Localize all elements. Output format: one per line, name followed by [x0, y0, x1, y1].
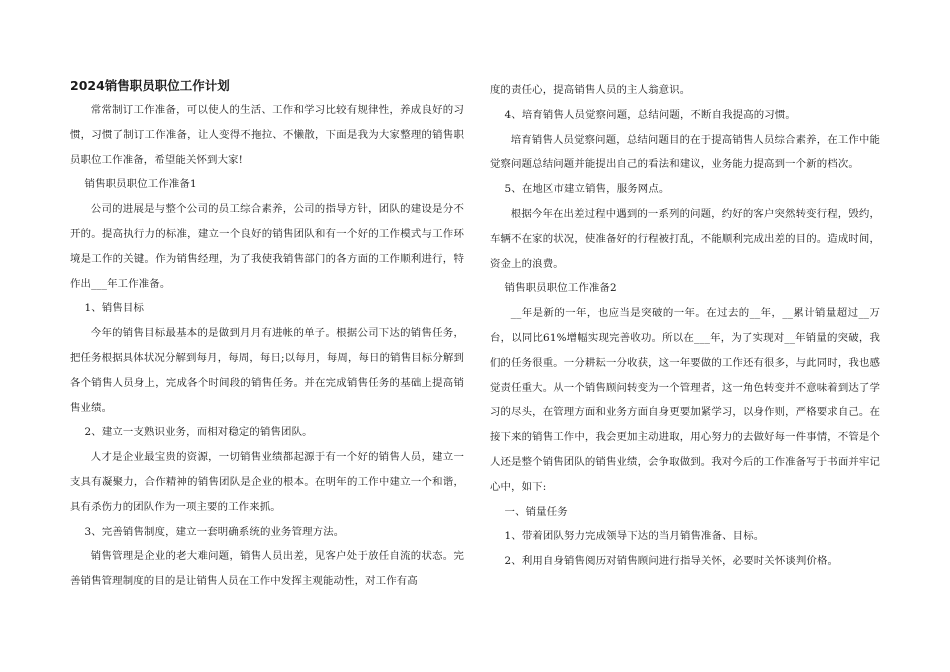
paragraph: 培育销售人员觉察问题，总结问题目的在于提高销售人员综合素养，在工作中能觉察问题总结问题并能提出自己的看法和建议，业务能力提高到一个新的档次。 — [490, 133, 880, 171]
right-column — [490, 78, 880, 574]
section-heading: 2、建立一支熟识业务，而相对稳定的销售团队。 — [84, 426, 313, 439]
paragraph: __年是新的一年，也应当是突破的一年。在过去的__年，__累计销量超过__万台，以同比61%增幅实现完善收功。所以在___年，为了实现对__年销量的突破，我们的任务很重。一分耕耘一分收获，这一年要做的工作还有很多，与此同时，我也感觉责任重大。从一个销售顾问转变为一个管理者，这一角色转变并不意味着到达了学习的尽头，在管理方面和业务方面自身更要加紧学习，以身作则，严格要求自己。在接下来的销售工作中，我会更加主动进取，用心努力的去做好每一件事情，不管是个人还是整个销售团队的销售业绩，会争取做到。我对今后的工作准备写于书面并牢记心中，如下: — [490, 307, 880, 493]
paragraph-continued: 度的责任心，提高销售人员的主人翁意识。 — [490, 84, 691, 96]
paragraph: 根据今年在出差过程中遇到的一系列的问题，约好的客户突然转变行程，毁约，车辆不在家的状况，使准备好的行程被打乱，不能顺利完成出差的目的。造成时间，资金上的浪费。 — [490, 207, 880, 270]
paragraph: 销售管理是企业的老大难问题，销售人员出差，见客户处于放任自流的状态。完善销售管理制度的目的是让销售人员在工作中发挥主观能动性，对工作有高 — [70, 550, 464, 588]
section-heading: 销售职员职位工作准备1 — [84, 178, 197, 191]
paragraph: 人才是企业最宝贵的资源，一切销售业绩都起源于有一个好的销售人员，建立一支具有凝聚力，合作精神的销售团队是企业的根本。在明年的工作中建立一个和谐，具有杀伤力的团队作为一项主要的工作来抓。 — [70, 451, 464, 513]
section-heading: 1、销售目标 — [84, 302, 145, 315]
section-heading: 销售职员职位工作准备2 — [504, 282, 617, 295]
paragraph: 今年的销售目标最基本的是做到月月有进帐的单子。根据公司下达的销售任务，把任务根据具体状况分解到每月，每周，每日;以每月，每周，每日的销售目标分解到各个销售人员身上，完成各个时间段的销售任务。并在完成销售任务的基础上提高销售业绩。 — [70, 327, 464, 414]
list-item: 2、利用自身销售阅历对销售顾问进行指导关怀，必要时关怀谈判价格。 — [504, 555, 839, 568]
section-heading: 一、销量任务 — [504, 505, 568, 518]
left-column — [70, 78, 464, 594]
section-heading: 4、培育销售人员觉察问题，总结问题，不断自我提高的习惯。 — [504, 108, 796, 121]
section-heading: 5、在地区市建立销售，服务网点。 — [504, 183, 670, 196]
paragraph: 常常制订工作准备，可以使人的生活、工作和学习比较有规律性，养成良好的习惯，习惯了制订工作准备，让人变得不拖拉、不懒散，下面是我为大家整理的销售职员职位工作准备，希望能关怀到大家! — [70, 104, 464, 166]
section-heading: 3、完善销售制度，建立一套明确系统的业务管理方法。 — [84, 525, 345, 538]
document-title: 2024销售职员职位工作计划 — [70, 78, 230, 93]
list-item: 1、带着团队努力完成领导下达的当月销售准备、目标。 — [504, 530, 765, 543]
paragraph: 公司的进展是与整个公司的员工综合素养，公司的指导方针，团队的建设是分不开的。提高执行力的标准，建立一个良好的销售团队和有一个好的工作模式与工作环境是工作的关键。作为销售经理，为了我使我销售部门的各方面的工作顺利进行，特作出___年工作准备。 — [70, 203, 464, 290]
